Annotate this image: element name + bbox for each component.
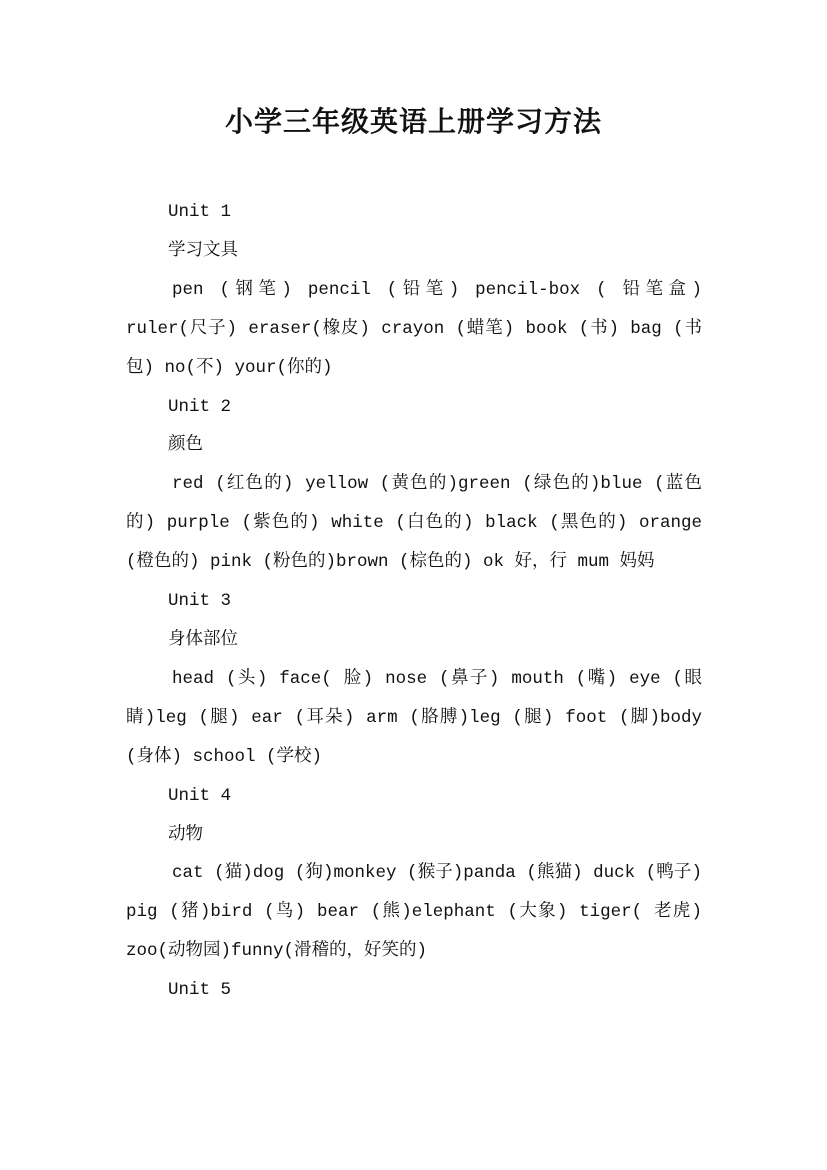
unit-heading: Unit 5 bbox=[168, 980, 232, 1001]
unit-vocabulary: pen (钢笔) pencil (铅笔) pencil-box ( 铅笔盒) ruler(尺子) eraser(橡皮) crayon (蜡笔) book (书) bag (书包) no(不) your(你的) bbox=[126, 279, 702, 378]
document-body bbox=[126, 193, 702, 1010]
unit-category: 颜色 bbox=[168, 435, 203, 456]
unit-heading: Unit 3 bbox=[168, 591, 232, 612]
unit-category: 身体部位 bbox=[168, 629, 238, 650]
unit-heading: Unit 1 bbox=[168, 202, 232, 222]
unit-heading: Unit 4 bbox=[168, 785, 232, 806]
unit-category: 动物 bbox=[168, 824, 203, 845]
unit-category: 学习文具 bbox=[168, 240, 238, 261]
unit-heading: Unit 2 bbox=[168, 396, 232, 417]
document-title: 小学三年级英语上册学习方法 bbox=[224, 105, 602, 138]
unit-vocabulary: red (红色的) yellow (黄色的)green (绿色的)blue (蓝色的) purple (紫色的) white (白色的) black (黑色的) orange (橙色的) pink (粉色的)brown (棕色的) ok 好，行 mum 妈妈 bbox=[126, 474, 702, 573]
unit-vocabulary: head (头) face( 脸) nose (鼻子) mouth (嘴) eye (眼睛)leg (腿) ear (耳朵) arm (胳膊)leg (腿) foot (脚)body (身体) school (学校) bbox=[126, 668, 702, 767]
unit-vocabulary: cat (猫)dog (狗)monkey (猴子)panda (熊猫) duck (鸭子) pig (猪)bird (鸟) bear (熊)elephant (大象) tiger( 老虎) zoo(动物园)funny(滑稽的，好笑的) bbox=[126, 863, 702, 962]
